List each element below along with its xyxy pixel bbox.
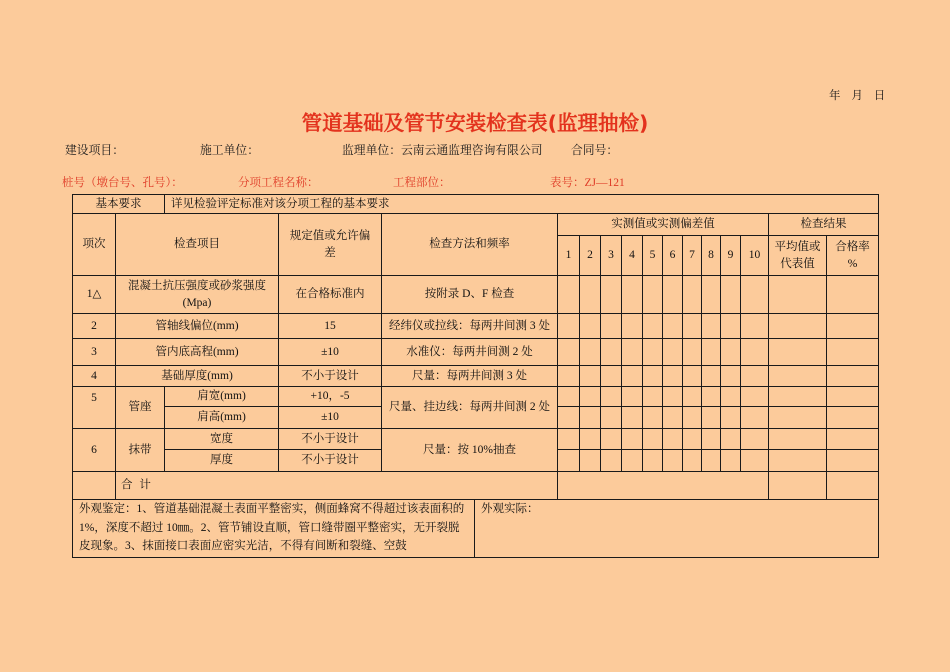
measured-value-cell: [663, 450, 683, 472]
method-cell: 水准仪：每两井间测 2 处: [382, 339, 558, 366]
measured-value-cell: [702, 387, 721, 407]
measured-value-cell: [721, 314, 741, 339]
method-header: 检查方法和频率: [382, 214, 558, 276]
contract-no-label: 合同号：: [571, 143, 619, 157]
measured-value-cell: [622, 429, 643, 450]
measured-value-cell: [643, 276, 663, 314]
basic-requirement-label: 基本要求: [73, 195, 165, 214]
average-value-cell: [769, 339, 827, 366]
measured-value-cell: [643, 450, 663, 472]
measured-value-cell: [683, 314, 702, 339]
measured-value-cell: [721, 387, 741, 407]
measured-header: 实测值或实测偏差值: [558, 214, 769, 236]
average-value-cell: [769, 387, 827, 407]
measure-index-header: 10: [741, 236, 769, 276]
measured-value-cell: [601, 429, 622, 450]
measured-value-cell: [721, 339, 741, 366]
total-label: 合 计: [116, 472, 558, 500]
measured-value-cell: [601, 366, 622, 387]
measured-value-cell: [580, 276, 601, 314]
measured-value-cell: [601, 450, 622, 472]
pass-rate-cell: [827, 314, 879, 339]
measured-value-cell: [643, 314, 663, 339]
date-label: 年 月 日: [829, 90, 886, 102]
check-item-cell: 肩高(mm): [165, 407, 279, 429]
total-average-cell: [769, 472, 827, 500]
measured-value-cell: [663, 314, 683, 339]
average-value-cell: [769, 276, 827, 314]
check-item-cell: 混凝土抗压强度或砂浆强度(Mpa): [116, 276, 279, 314]
pass-rate-header: [827, 236, 879, 276]
measured-value-cell: [702, 407, 721, 429]
measured-value-cell: [741, 407, 769, 429]
table-row: [73, 314, 879, 339]
appearance-assessment: 外观鉴定：1、管道基础混凝土表面平整密实，侧面蜂窝不得超过该表面积的1%，深度不超过 10㎜。2、管节铺设直顺，管口缝带圈平整密实，无开裂脱皮现象。3、抹面接口表面应密实光洁，不得有间断和裂缝、空鼓: [73, 500, 475, 558]
measured-value-cell: [683, 339, 702, 366]
measured-value-cell: [702, 339, 721, 366]
measured-value-cell: [643, 429, 663, 450]
check-item-cell: 厚度: [165, 450, 279, 472]
pass-rate-cell: [827, 407, 879, 429]
specified-value-header: [279, 214, 382, 276]
measured-value-cell: [683, 450, 702, 472]
measure-index-header: 2: [580, 236, 601, 276]
measured-value-cell: [663, 387, 683, 407]
average-value-cell: [769, 314, 827, 339]
measured-value-cell: [683, 429, 702, 450]
measured-value-cell: [721, 429, 741, 450]
measured-value-cell: [558, 387, 580, 407]
measure-index-header: 7: [683, 236, 702, 276]
measured-value-cell: [643, 387, 663, 407]
item-no-cell: 3: [73, 339, 116, 366]
measured-value-cell: [558, 339, 580, 366]
pile-no-label: 桩号（墩台号、孔号）：: [62, 177, 183, 189]
measured-value-cell: [558, 366, 580, 387]
measured-value-cell: [622, 276, 643, 314]
check-item-cell: 宽度: [165, 429, 279, 450]
measured-value-cell: [702, 276, 721, 314]
measured-value-cell: [558, 407, 580, 429]
measured-value-cell: [558, 276, 580, 314]
measured-value-cell: [558, 314, 580, 339]
specified-value-cell: ±10: [279, 407, 382, 429]
measured-value-cell: [683, 366, 702, 387]
measure-index-header: 8: [702, 236, 721, 276]
measured-value-cell: [721, 450, 741, 472]
measure-index-header: 1: [558, 236, 580, 276]
measured-value-cell: [741, 314, 769, 339]
measure-index-header: 5: [643, 236, 663, 276]
inspection-table: [72, 194, 879, 558]
specified-value-cell: 不小于设计: [279, 366, 382, 387]
measured-value-cell: [663, 339, 683, 366]
appearance-actual: 外观实际：: [475, 500, 879, 558]
pass-rate-cell: [827, 276, 879, 314]
method-cell: 尺量：按 10%抽查: [382, 429, 558, 472]
measured-value-cell: [663, 276, 683, 314]
table-row: [73, 339, 879, 366]
pass-rate-cell: [827, 339, 879, 366]
measured-value-cell: [702, 450, 721, 472]
measured-value-cell: [622, 314, 643, 339]
table-row: [73, 387, 879, 407]
check-item-cell: 肩宽(mm): [165, 387, 279, 407]
measured-value-cell: [741, 366, 769, 387]
measured-value-cell: [580, 387, 601, 407]
item-no-cell: 4: [73, 366, 116, 387]
form-no-label: 表号：ZJ—121: [550, 177, 625, 189]
measured-value-cell: [643, 366, 663, 387]
item-no-cell: 5: [73, 387, 116, 429]
measured-value-cell: [702, 314, 721, 339]
table-row: [73, 276, 879, 314]
item-no-cell: 2: [73, 314, 116, 339]
measured-value-cell: [622, 387, 643, 407]
total-row: [73, 472, 879, 500]
pass-rate-header-line: %: [847, 257, 858, 270]
measured-value-cell: [741, 450, 769, 472]
measure-index-header: 6: [663, 236, 683, 276]
construction-project-label: 建设项目：: [65, 143, 124, 157]
measure-index-header: 3: [601, 236, 622, 276]
appearance-row: [73, 500, 879, 558]
table-row: [73, 366, 879, 387]
measured-value-cell: [643, 407, 663, 429]
measure-index-header: 9: [721, 236, 741, 276]
measured-value-cell: [721, 366, 741, 387]
measured-value-cell: [580, 314, 601, 339]
sub-project-name-label: 分项工程名称：: [238, 177, 319, 189]
measured-value-cell: [601, 276, 622, 314]
specified-value-cell: 在合格标准内: [279, 276, 382, 314]
measured-value-cell: [683, 276, 702, 314]
method-cell: 尺量、挂边线：每两井间测 2 处: [382, 387, 558, 429]
table-row: [73, 429, 879, 450]
measured-value-cell: [601, 339, 622, 366]
measured-value-cell: [741, 387, 769, 407]
result-header: 检查结果: [769, 214, 879, 236]
specified-value-cell: +10，-5: [279, 387, 382, 407]
measured-value-cell: [721, 276, 741, 314]
specified-value-cell: 不小于设计: [279, 450, 382, 472]
specified-value-cell: 不小于设计: [279, 429, 382, 450]
item-no-cell: 6: [73, 429, 116, 472]
measured-value-cell: [721, 407, 741, 429]
measured-value-cell: [580, 366, 601, 387]
measured-value-cell: [601, 314, 622, 339]
specified-value-cell: 15: [279, 314, 382, 339]
total-measured-cell: [558, 472, 769, 500]
item-no-header: 项次: [73, 214, 116, 276]
method-cell: 按附录 D、F 检查: [382, 276, 558, 314]
total-pass-rate-cell: [827, 472, 879, 500]
measured-value-cell: [622, 407, 643, 429]
measured-value-cell: [558, 429, 580, 450]
pass-rate-cell: [827, 450, 879, 472]
average-value-cell: [769, 407, 827, 429]
measured-value-cell: [663, 429, 683, 450]
measure-index-header: 4: [622, 236, 643, 276]
measured-value-cell: [643, 339, 663, 366]
average-value-cell: [769, 429, 827, 450]
measured-value-cell: [622, 339, 643, 366]
pass-rate-header-line: 合格率: [835, 241, 870, 254]
check-group-cell: 抹带: [116, 429, 165, 472]
basic-requirement-row: [73, 195, 879, 214]
average-value-cell: [769, 450, 827, 472]
measured-value-cell: [580, 407, 601, 429]
average-value-cell: [769, 366, 827, 387]
specified-value-cell: ±10: [279, 339, 382, 366]
check-item-cell: 管内底高程(mm): [116, 339, 279, 366]
pass-rate-cell: [827, 366, 879, 387]
check-item-cell: 管轴线偏位(mm): [116, 314, 279, 339]
measured-value-cell: [741, 276, 769, 314]
pass-rate-cell: [827, 429, 879, 450]
measured-value-cell: [580, 429, 601, 450]
supervision-unit-label: 监理单位：云南云通监理咨询有限公司: [342, 143, 543, 157]
total-no-cell: [73, 472, 116, 500]
measured-value-cell: [683, 387, 702, 407]
check-item-header: 检查项目: [116, 214, 279, 276]
measured-value-cell: [622, 366, 643, 387]
pass-rate-cell: [827, 387, 879, 407]
measured-value-cell: [741, 339, 769, 366]
measured-value-cell: [663, 407, 683, 429]
average-value-header: 平均值或代表值: [769, 236, 827, 276]
measured-value-cell: [601, 387, 622, 407]
check-group-cell: 管座: [116, 387, 165, 429]
measured-value-cell: [580, 450, 601, 472]
method-cell: 经纬仪或拉线：每两井间测 3 处: [382, 314, 558, 339]
basic-requirement-text: 详见检验评定标准对该分项工程的基本要求: [165, 195, 879, 214]
measured-value-cell: [622, 450, 643, 472]
measured-value-cell: [702, 366, 721, 387]
form-title: 管道基础及管节安装检查表(监理抽检): [301, 111, 649, 135]
measured-value-cell: [741, 429, 769, 450]
measured-value-cell: [558, 450, 580, 472]
column-header-row: [73, 214, 879, 236]
work-part-label: 工程部位：: [393, 177, 451, 189]
measured-value-cell: [601, 407, 622, 429]
item-no-cell: 1△: [73, 276, 116, 314]
measured-value-cell: [683, 407, 702, 429]
construction-unit-label: 施工单位：: [200, 143, 259, 157]
measured-value-cell: [702, 429, 721, 450]
measured-value-cell: [663, 366, 683, 387]
check-item-cell: 基础厚度(mm): [116, 366, 279, 387]
specified-value-header-text: 规定值或允许偏差: [289, 230, 371, 259]
method-cell: 尺量：每两井间测 3 处: [382, 366, 558, 387]
measured-value-cell: [580, 339, 601, 366]
